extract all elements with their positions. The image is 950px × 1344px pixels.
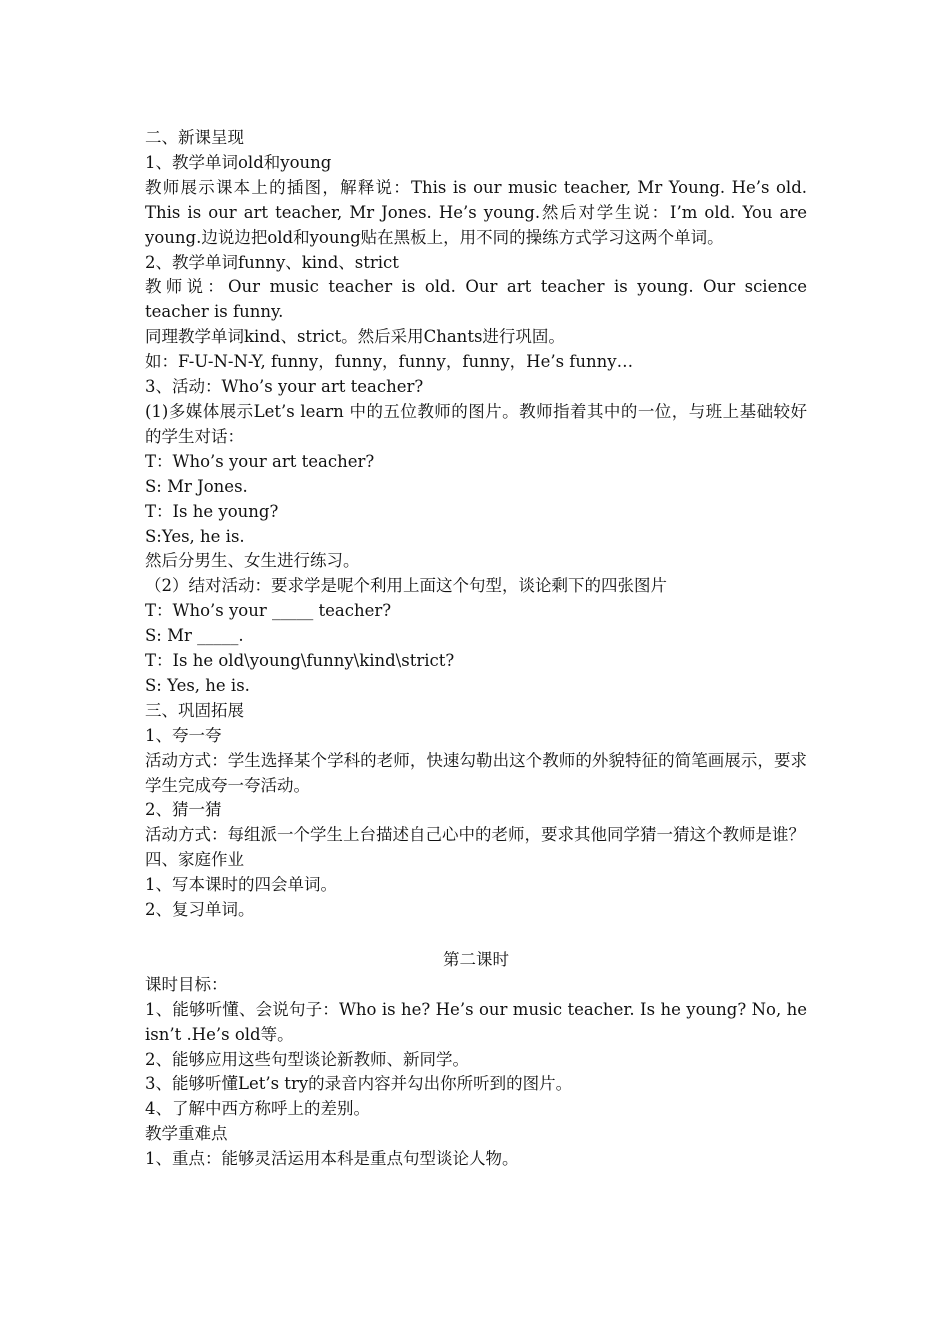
dialogue-line: S: Yes, he is. [145,675,250,695]
step-2-chants: 同理教学单词kind、strict。然后采用Chants进行巩固。 [145,327,565,347]
practice-note: 然后分男生、女生进行练习。 [145,551,360,571]
activity-1-intro: (1)多媒体展示Let’s learn 中的五位教师的图片。教师指着其中的一位，与班上基础较好的学生对话： [145,401,807,446]
objective-item: 1、能够听懂、会说句子：Who is he? He’s our music teacher. Is he young? No, he isn’t .He’s old等。 [145,999,813,1044]
dialogue-line: T：Who’s your _____ teacher? [145,601,392,621]
consolidation-2-title: 2、猜一猜 [145,800,222,820]
consolidation-2-body: 活动方式：每组派一个学生上台描述自己心中的老师，要求其他同学猜一猜这个教师是谁？ [145,825,805,845]
heading-homework: 四、家庭作业 [145,850,244,870]
consolidation-1-body: 活动方式：学生选择某个学科的老师，快速勾勒出这个教师的外貌特征的简笔画展示，要求学生完成夸一夸活动。 [145,750,807,795]
blank-line [145,923,807,948]
document-page [145,126,813,1172]
heading-consolidation: 三、巩固拓展 [145,700,244,720]
dialogue-line: T：Is he young? [145,501,279,521]
dialogue-line: T：Is he old\young\funny\kind\strict? [145,651,455,671]
homework-item: 1、写本课时的四会单词。 [145,875,337,895]
step-2-body: 教师说：Our music teacher is old. Our art teacher is young. Our science teacher is funny. [145,277,813,322]
homework-item: 2、复习单词。 [145,900,255,920]
step-1-title: 1、教学单词old和young [145,152,332,172]
heading-new-lesson: 二、新课呈现 [145,128,244,147]
dialogue-line: S: Mr _____. [145,626,244,646]
dialogue-line: T：Who’s your art teacher? [145,451,375,471]
step-1-body: 教师展示课本上的插图，解释说：This is our music teacher, Mr Young. He’s old. This is our art teacher, Mr Jones. He’s young.然后对学生说：I’m old. You are young.边说边把old和young贴在黑板上，用不同的操练方式学习这两个单词。 [145,177,813,247]
step-2-title: 2、教学单词funny、kind、strict [145,252,399,272]
objective-item: 3、能够听懂Let’s try的录音内容并勾出你所听到的图片。 [145,1074,573,1094]
section-2-title: 第二课时 [443,949,509,969]
objectives-heading: 课时目标： [145,974,228,994]
dialogue-line: S:Yes, he is. [145,526,245,546]
objective-item: 4、了解中西方称呼上的差别。 [145,1099,370,1119]
activity-2-intro: （2）结对活动：要求学是呢个利用上面这个句型，谈论剩下的四张图片 [145,576,667,596]
key-point-item: 1、重点：能够灵活运用本科是重点句型谈论人物。 [145,1149,519,1169]
dialogue-line: S: Mr Jones. [145,476,248,496]
objective-item: 2、能够应用这些句型谈论新教师、新同学。 [145,1049,469,1069]
key-points-heading: 教学重难点 [145,1124,228,1144]
step-3-title: 3、活动：Who’s your art teacher? [145,377,424,397]
step-2-example: 如：F-U-N-N-Y, funny，funny，funny，funny，He’s funny… [145,352,634,372]
consolidation-1-title: 1、夸一夸 [145,725,222,745]
